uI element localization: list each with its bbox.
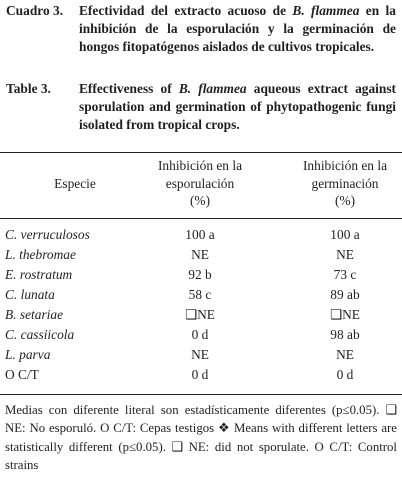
header-line: (%) [189,193,211,208]
caption-text-part: Effectiveness of [79,81,179,96]
caption-text [79,80,396,135]
caption-text-part: en la inhibición de la esporulación y la germinación de hongos fitopatógenos aislados de cultivos tropicales. [79,3,396,55]
header-line: Inhibición en la [302,158,388,173]
species-cell: C. lunata [5,287,55,302]
germination-cell: NE [336,247,354,262]
sporulation-cell: 92 b [188,267,212,282]
table-row [0,265,402,285]
species-cell: O C/T [5,367,39,382]
table-bottom-rule [0,394,402,395]
table-caption-spanish [6,2,396,57]
table-caption-english [6,80,396,135]
germination-cell: 89 ab [330,287,360,302]
sporulation-cell: 58 c [188,287,212,302]
column-header-sporulation [140,157,260,210]
caption-species: B. flammea [292,3,360,18]
column-header-germination [283,157,402,210]
table-header-rule [0,218,402,219]
caption-label: Cuadro 3. [6,3,64,18]
table-row [0,245,402,265]
header-line: (%) [334,193,356,208]
table-row [0,305,402,325]
column-header-species: Especie [54,176,96,191]
caption-label: Table 3. [6,81,51,96]
germination-cell: 100 a [330,227,360,242]
germination-cell: ❑NE [330,307,360,322]
table-top-rule [0,152,402,153]
header-line: germinación [311,175,379,191]
sporulation-cell: 0 d [191,327,209,342]
sporulation-cell: NE [191,247,209,262]
table-row [0,285,402,305]
table-row [0,365,402,385]
germination-cell: NE [336,347,354,362]
germination-cell: 98 ab [330,327,360,342]
table-footnote: Medias con diferente literal son estadísticamente diferentes (p≤0.05). ❑ NE: No esporuló. O C/T: Cepas testigos ❖ Means with different letters are statistically different (p≤0.05). ❑ NE: did not sporulate. O C/T: Control strains [5,403,397,473]
table-row [0,325,402,345]
sporulation-cell: ❑NE [185,307,215,322]
header-line: Inhibición en la [157,158,243,173]
germination-cell: 73 c [333,267,357,282]
species-cell: E. rostratum [5,267,73,282]
sporulation-cell: 0 d [191,367,209,382]
species-cell: B. setariae [5,307,64,322]
table-row [0,225,402,245]
caption-text-part: Efectividad del extracto acuoso de [79,3,293,18]
species-cell: C. verruculosos [5,227,90,242]
species-cell: C. cassiicola [5,327,75,342]
caption-species: B. flammea [178,81,247,96]
species-cell: L. parva [5,347,51,362]
caption-text [79,2,396,57]
germination-cell: 0 d [336,367,354,382]
header-line: esporulación [165,175,235,191]
species-cell: L. thebromae [5,247,76,262]
sporulation-cell: 100 a [185,227,215,242]
caption-text-part: aqueous extract against sporulation and germination of phytopathogenic fungi isolated from tropical crops. [79,81,397,133]
table-row [0,345,402,365]
sporulation-cell: NE [191,347,209,362]
